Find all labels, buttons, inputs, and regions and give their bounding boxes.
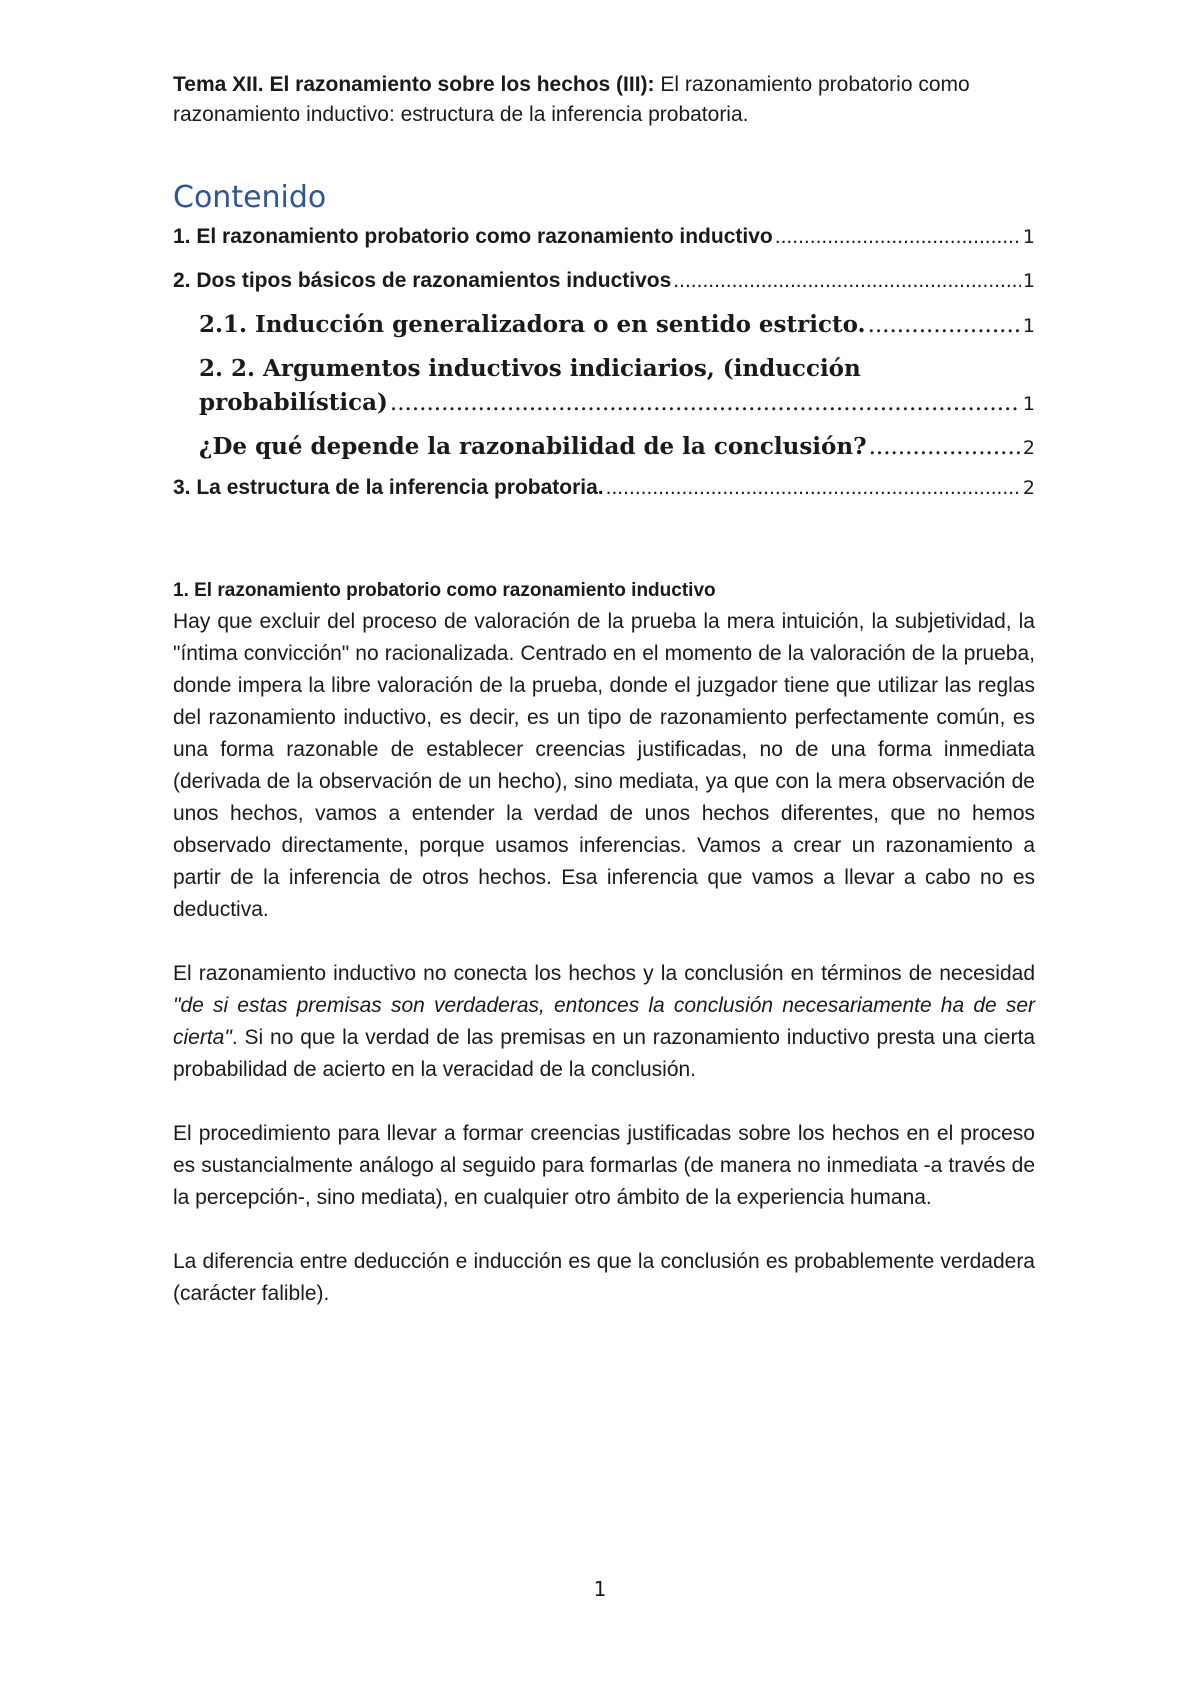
- toc-entry-1[interactable]: [173, 223, 1035, 251]
- toc-entry-text: 3. La estructura de la inferencia probatoria.: [173, 476, 604, 499]
- toc-entry-text-line1: 2. 2. Argumentos inductivos indiciarios, (inducción: [199, 355, 861, 382]
- toc-dot-leader: [390, 386, 1021, 420]
- body-paragraph: La diferencia entre deducción e inducción es que la conclusión es probablemente verdadera (carácter falible).: [173, 1250, 1035, 1305]
- toc-page-number: 1: [1022, 315, 1035, 337]
- toc-entry-razonabilidad[interactable]: [199, 433, 1035, 462]
- body-paragraph: Hay que excluir del proceso de valoración de la prueba la mera intuición, la subjetividad, la "íntima convicción" no racionalizada. Centrado en el momento de la valoración de la prueba, donde impera la libre valoración de la prueba, donde el juzgador tiene que utilizar las reglas del razonamiento inductivo, es decir, es un tipo de razonamiento perfectamente común, es una forma razonable de establecer creencias justificadas, no de una forma inmediata (derivada de la observación de un hecho), sino mediata, ya que con la mera observación de unos hechos, vamos a entender la verdad de unos hechos diferentes, que no hemos observado directamente, porque usamos inferencias. Vamos a crear un razonamiento a partir de la inferencia de otros hechos. Esa inferencia que vamos a llevar a cabo no es deductiva.: [173, 610, 1035, 921]
- toc-entry-text: 2.1. Inducción generalizadora o en sentido estricto.: [199, 311, 866, 338]
- header-bold-title: Tema XII. El razonamiento sobre los hechos (III):: [173, 73, 655, 96]
- toc-entry-3[interactable]: [173, 474, 1035, 502]
- section-heading: 1. El razonamiento probatorio como razonamiento inductivo: [173, 580, 716, 601]
- paragraph-text: El razonamiento inductivo no conecta los hechos y la conclusión en términos de necesidad: [173, 962, 1035, 985]
- document-header: [173, 70, 1035, 130]
- body-paragraph: El procedimiento para llevar a formar creencias justificadas sobre los hechos en el proceso es sustancialmente análogo al seguido para formarlas (de manera no inmediata -a través de la percepción-, sino mediata), en cualquier otro ámbito de la experiencia humana.: [173, 1122, 1035, 1209]
- toc-dot-leader: [673, 267, 1021, 295]
- toc-dot-leader: [606, 474, 1021, 502]
- toc-entry-text: ¿De qué depende la razonabilidad de la conclusión?: [199, 433, 867, 460]
- toc-page-number: 2: [1022, 477, 1035, 499]
- toc-dot-leader: [869, 433, 1021, 461]
- toc-page-number: 2: [1022, 437, 1035, 459]
- toc-dot-leader: [775, 223, 1021, 251]
- toc-page-number: 1: [1022, 393, 1035, 415]
- table-of-contents: [173, 223, 1035, 502]
- toc-page-number: 1: [1022, 226, 1035, 248]
- toc-entry-text: 2. Dos tipos básicos de razonamientos inductivos: [173, 269, 672, 292]
- italic-quote: "de si estas premisas son verdaderas, entonces la conclusión necesariamente ha de ser cierta": [173, 994, 1035, 1049]
- page-number: 1: [593, 1577, 607, 1601]
- toc-entry-2-1[interactable]: [199, 311, 1035, 340]
- toc-entry-text: 1. El razonamiento probatorio como razonamiento inductivo: [173, 225, 773, 248]
- toc-entry-2-2[interactable]: [199, 352, 1035, 421]
- toc-entry-2[interactable]: [173, 267, 1035, 295]
- toc-page-number: 1: [1022, 270, 1035, 292]
- body-paragraph: [173, 958, 1035, 1086]
- paragraph-text: . Si no que la verdad de las premisas en un razonamiento inductivo presta una cierta probabilidad de acierto en la veracidad de la conclusión.: [173, 1026, 1035, 1081]
- header-subtitle: El razonamiento probatorio como razonamiento inductivo: estructura de la inferencia probatoria.: [173, 73, 970, 126]
- document-page: [173, 70, 1035, 1342]
- toc-entry-text-line2: probabilística): [199, 389, 388, 416]
- toc-dot-leader: [868, 311, 1021, 339]
- toc-title: Contenido: [173, 180, 327, 215]
